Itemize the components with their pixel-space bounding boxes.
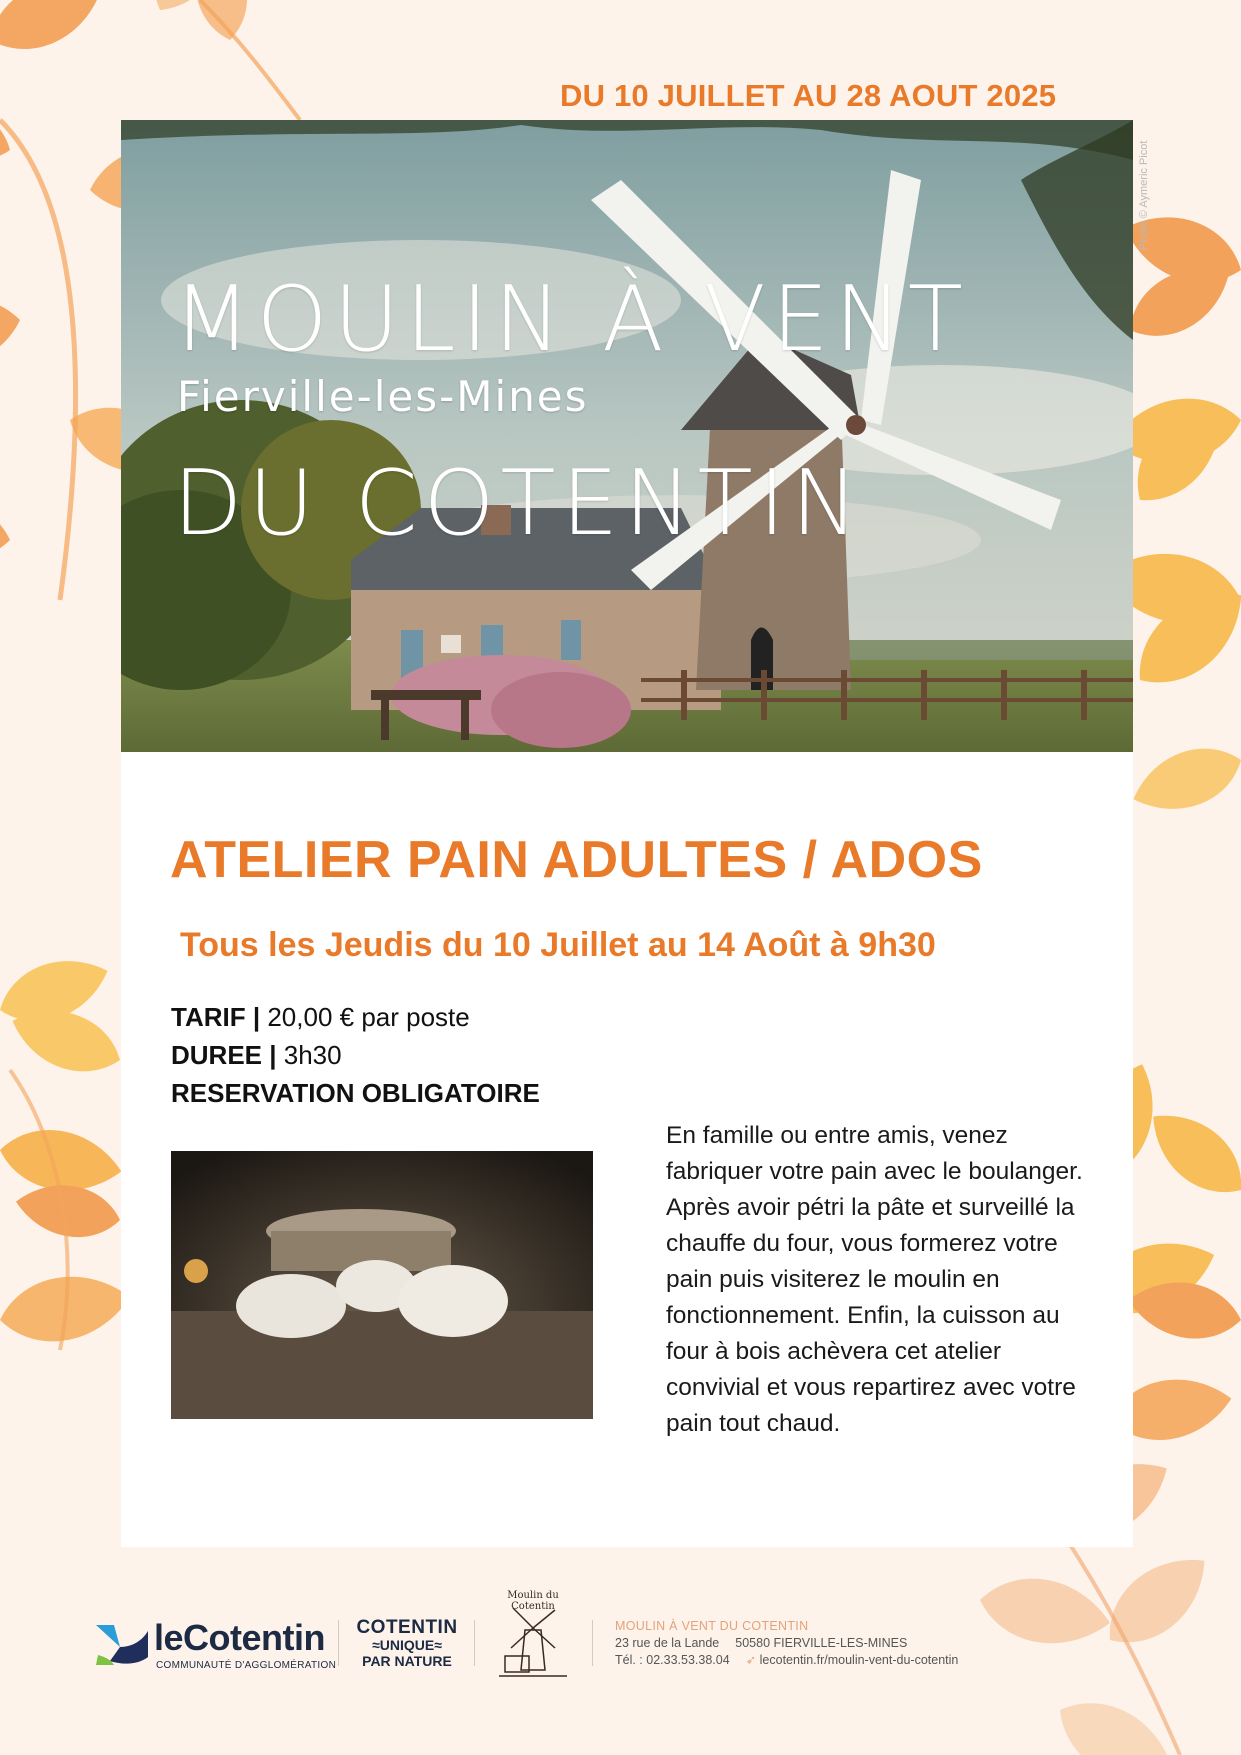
lecotentin-logo[interactable] bbox=[92, 1617, 337, 1673]
divider bbox=[338, 1620, 339, 1666]
moulin-logo bbox=[493, 1590, 573, 1686]
atelier-title: ATELIER PAIN ADULTES / ADOS bbox=[170, 831, 983, 889]
lecotentin-subtitle: COMMUNAUTÉ D'AGGLOMÉRATION bbox=[156, 1660, 337, 1671]
atelier-schedule: Tous les Jeudis du 10 Juillet au 14 Août à 9h30 bbox=[180, 926, 936, 964]
atelier-info bbox=[171, 998, 540, 1112]
atelier-description: En famille ou entre amis, venez fabriquer votre pain avec le boulanger. Après avoir pétri la pâte et surveillé la chauffe du four, vous formerez votre pain puis visiterez le moulin en fonctionnement. Enfin, la cuisson au four à bois achèvera cet atelier convivial et vous repartirez avec votre pain tout chaud. bbox=[666, 1122, 1083, 1437]
tarif-label: TARIF | bbox=[171, 1002, 261, 1032]
contact-block bbox=[615, 1618, 958, 1669]
lecotentin-mark-icon bbox=[92, 1617, 150, 1667]
cotentin-unique-logo bbox=[352, 1618, 462, 1669]
bread-dough-photo bbox=[171, 1151, 593, 1419]
reservation-row bbox=[171, 1074, 540, 1112]
website-arrow-icon: ➶ bbox=[745, 1653, 757, 1667]
moulin-logo-text: Moulin du Cotentin bbox=[507, 1590, 559, 1612]
footer bbox=[0, 1580, 1241, 1690]
address-street: 23 rue de la Lande bbox=[615, 1636, 720, 1650]
address-title: MOULIN À VENT DU COTENTIN bbox=[615, 1619, 809, 1633]
reservation-note: RESERVATION OBLIGATOIRE bbox=[171, 1078, 540, 1108]
lecotentin-name: leCotentin bbox=[154, 1617, 325, 1658]
photo-credit: Photo © Aymeric Picot bbox=[1138, 140, 1150, 250]
hero-image bbox=[121, 120, 1133, 752]
tarif-value: 20,00 € par poste bbox=[267, 1002, 470, 1032]
hero-title-line-2: DU COTENTIN bbox=[173, 451, 865, 556]
tarif-row bbox=[171, 998, 540, 1036]
duree-label: DUREE | bbox=[171, 1040, 277, 1070]
address-row bbox=[615, 1635, 958, 1652]
divider bbox=[592, 1620, 593, 1666]
tagline-line-2: ≈UNIQUE≈ bbox=[372, 1637, 442, 1653]
duree-value: 3h30 bbox=[283, 1040, 342, 1070]
phone-number: Tél. : 02.33.53.38.04 bbox=[615, 1653, 730, 1667]
duree-row bbox=[171, 1036, 540, 1074]
website-link[interactable]: lecotentin.fr/moulin-vent-du-cotentin bbox=[759, 1653, 959, 1667]
hero-title-line-1: MOULIN À VENT bbox=[173, 267, 969, 372]
divider bbox=[474, 1620, 475, 1666]
contact-row bbox=[615, 1652, 958, 1669]
tagline-line-1: COTENTIN bbox=[356, 1617, 458, 1638]
date-range: DU 10 JUILLET AU 28 AOUT 2025 bbox=[560, 78, 1057, 113]
address-city: 50580 FIERVILLE-LES-MINES bbox=[735, 1636, 908, 1650]
hero-subtitle: Fierville-les-Mines bbox=[177, 372, 589, 421]
tagline-line-3: PAR NATURE bbox=[362, 1653, 452, 1669]
